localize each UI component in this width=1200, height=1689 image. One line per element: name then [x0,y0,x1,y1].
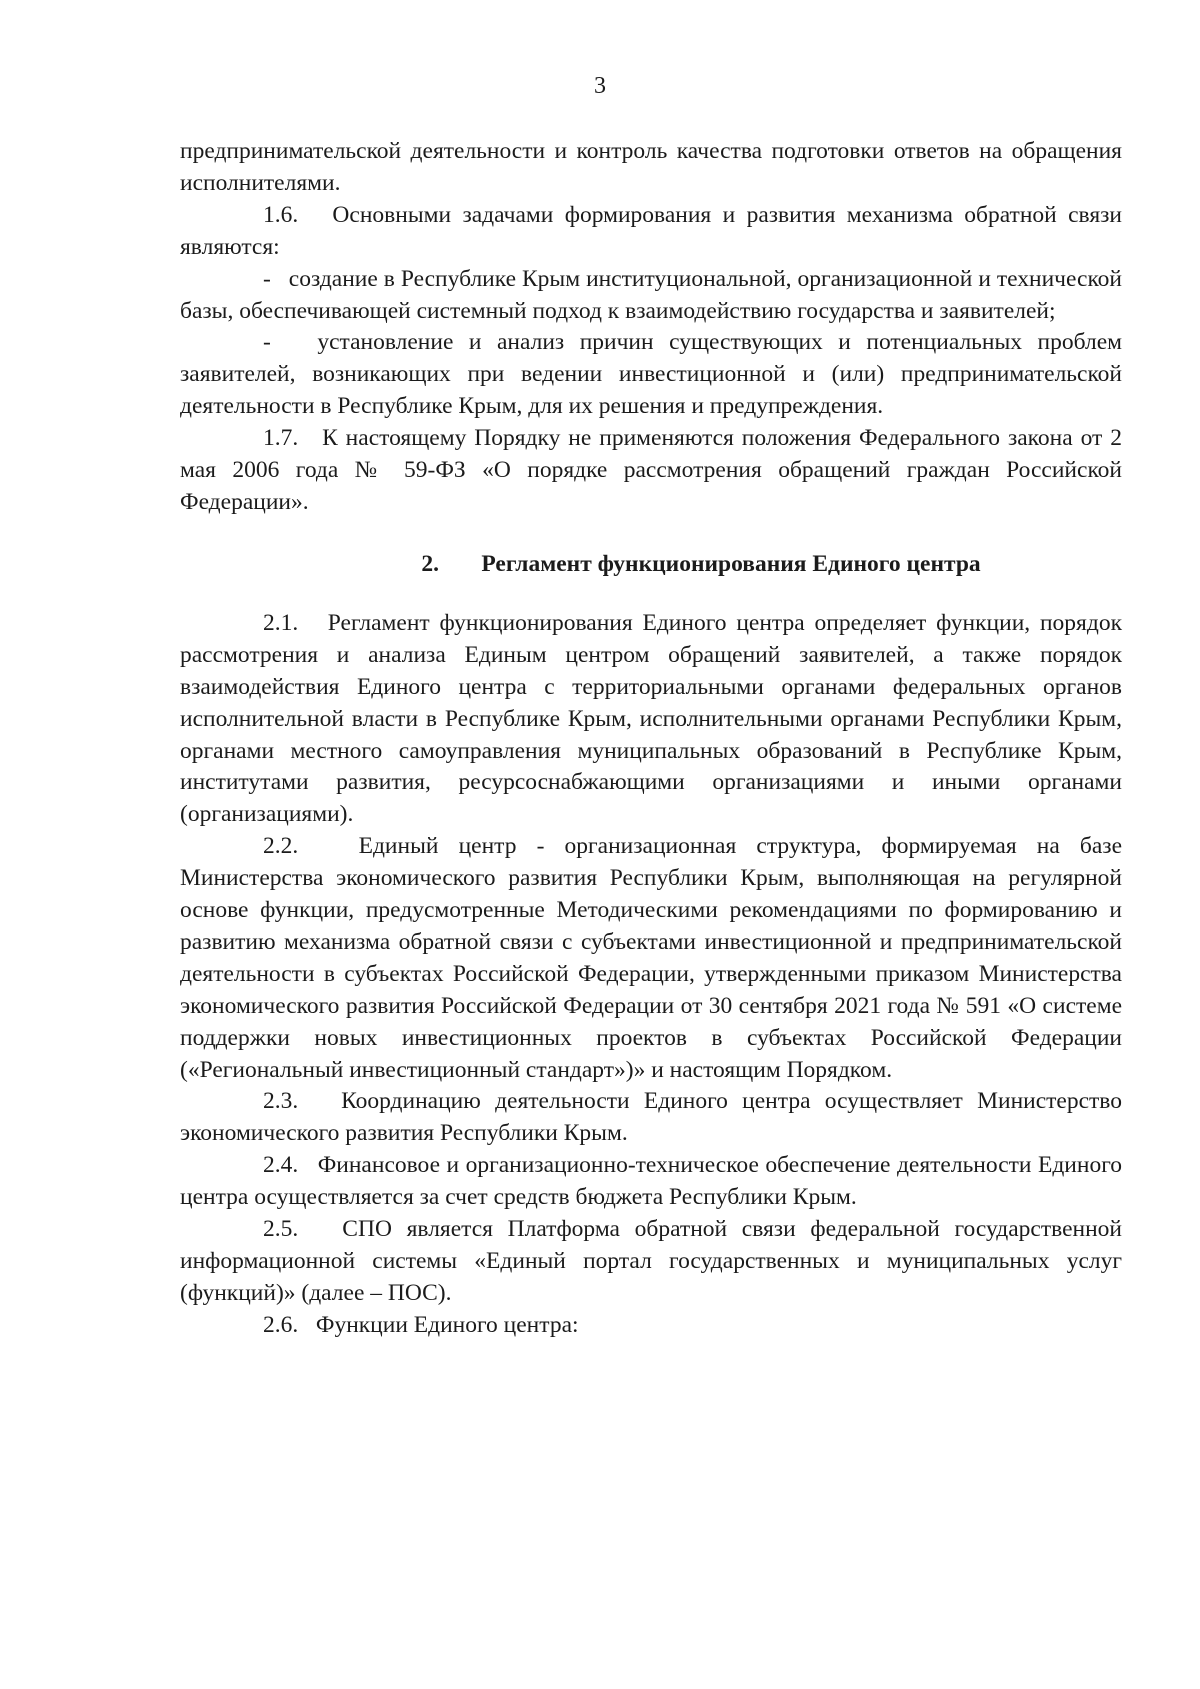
list-item-analysis: - установление и анализ причин существующих и потенциальных проблем заявителей, возникающих при ведении инвестиционной и (или) предпринимательской деятельности в Республике Крым, для их решения и предупреждения. [180,329,1122,420]
paragraph-2-2: 2.2. Единый центр - организационная структура, формируемая на базе Министерства экономического развития Республики Крым, выполняющая на регулярной основе функции, предусмотренные Методическими рекомендациями по формированию и развитию механизма обратной связи с субъектами инвестиционной и предпринимательской деятельности в субъектах Российской Федерации, утвержденными приказом Министерства экономического развития Российской Федерации от 30 сентября 2021 года № 591 «О системе поддержки новых инвестиционных проектов в субъектах Российской Федерации («Региональный инвестиционный стандарт»)» и настоящим Порядком. [180,833,1122,1083]
paragraph-2-3: 2.3. Координацию деятельности Единого центра осуществляет Министерство экономического развития Республики Крым. [180,1088,1122,1147]
paragraph-2-6: 2.6. Функции Единого центра: [263,1311,579,1338]
paragraph-2-5: 2.5. СПО является Платформа обратной связи федеральной государственной информационной системы «Единый портал государственных и муниципальных услуг (функций)» (далее – ПОС). [180,1216,1122,1306]
list-item-creation: - создание в Республике Крым институциональной, организационной и технической базы, обеспечивающей системный подход к взаимодействию государства и заявителей; [180,265,1122,324]
section-heading-number: 2. [421,550,439,577]
paragraph-2-1: 2.1. Регламент функционирования Единого центра определяет функции, порядок рассмотрения и анализа Единым центром обращений заявителей, а также порядок взаимодействия Единого центра с территориальными органами федеральных органов исполнительной власти в Республике Крым, исполнительными органами Республики Крым, органами местного самоуправления муниципальных образований в Республике Крым, институтами развития, ресурсоснабжающими организациями и иными органами (организациями). [180,609,1122,828]
paragraph-2-4: 2.4. Финансовое и организационно-техническое обеспечение деятельности Единого центра осуществляется за счет средств бюджета Республики Крым. [180,1152,1122,1211]
paragraph-continuation: предпринимательской деятельности и контроль качества подготовки ответов на обращения исполнителями. [180,138,1122,196]
page-number: 3 [594,73,606,99]
paragraph-1-6: 1.6. Основными задачами формирования и развития механизма обратной связи являются: [180,201,1122,260]
document-body [180,136,1122,1342]
section-heading-title: Регламент функционирования Единого центра [481,550,981,577]
paragraph-1-7: 1.7. К настоящему Порядку не применяются положения Федерального закона от 2 мая 2006 года № 59-ФЗ «О порядке рассмотрения обращений граждан Российской Федерации». [180,425,1122,515]
section-heading [180,548,1122,580]
